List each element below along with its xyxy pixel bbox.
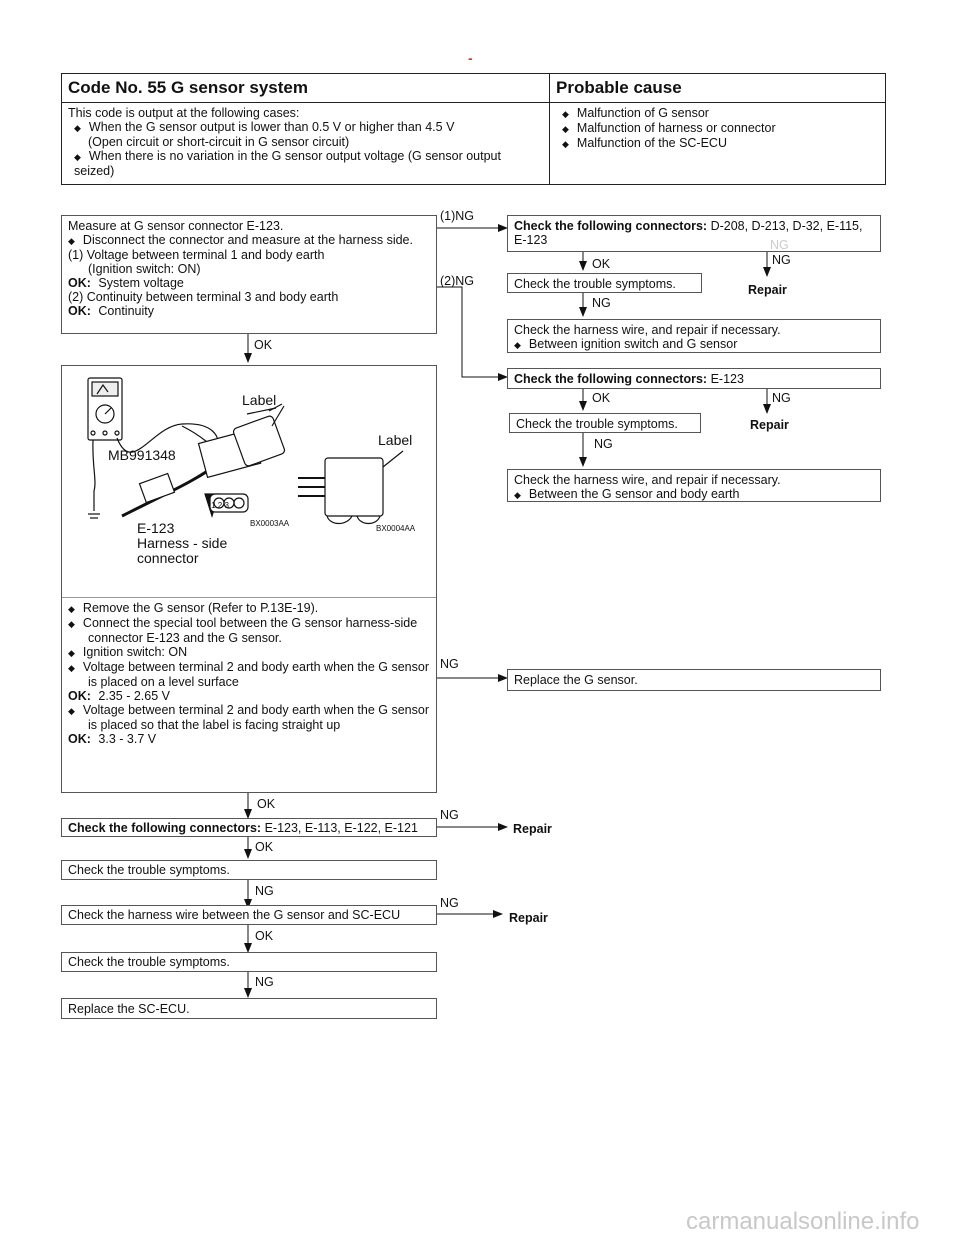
code-intro: This code is output at the following cases: <box>68 106 300 120</box>
figure-label-2: Label <box>378 432 413 448</box>
branch1-repair: Repair <box>748 283 787 297</box>
replace-ecu-box: Replace the SC-ECU. <box>61 998 437 1019</box>
lower-ok1-label: OK <box>257 797 276 811</box>
step1-ok1: OK: System voltage <box>68 276 184 290</box>
figure-code-2: BX0004AA <box>376 524 416 533</box>
branch1-connectors-box: Check the following connectors: D-208, D-213, D-32, E-115, E-123 <box>507 215 881 252</box>
lower-ok2-label: OK <box>255 840 274 854</box>
lower-trouble-box-1: Check the trouble symptoms. <box>61 860 437 880</box>
step2-ok2: OK: 3.3 - 3.7 V <box>68 732 157 746</box>
code-item: ◆ When there is no variation in the G sensor output voltage (G sensor output seized) <box>68 149 543 178</box>
branch2-harness-box: Check the harness wire, and repair if necessary. ◆ Between the G sensor and body earth <box>507 469 881 502</box>
lower-repair-1: Repair <box>513 822 552 836</box>
step1-line: (2) Continuity between terminal 3 and body earth <box>68 290 339 304</box>
branch1-harness-box: Check the harness wire, and repair if necessary. ◆ Between ignition switch and G sensor <box>507 319 881 353</box>
step2-item: ◆ Voltage between terminal 2 and body earth when the G sensor is placed so that the label is facing straight up <box>68 703 430 732</box>
step2-instructions <box>68 601 430 746</box>
step2-ok1: OK: 2.35 - 2.65 V <box>68 689 170 703</box>
lower-connectors-box: Check the following connectors: E-123, E-113, E-122, E-121 <box>61 818 437 837</box>
step2-item: ◆ Connect the special tool between the G sensor harness-side connector E-123 and the G sensor. <box>68 616 430 645</box>
lower-ng1-label: NG <box>440 808 459 822</box>
step2-box <box>61 365 437 793</box>
cause-item: ◆ Malfunction of G sensor <box>556 106 879 121</box>
branch1-ng2-label: NG <box>592 296 611 310</box>
branch2-connectors-box: Check the following connectors: E-123 <box>507 368 881 389</box>
branch2-tag: (2)NG <box>440 274 475 288</box>
figure-tool-number: MB991348 <box>108 447 176 463</box>
figure-code-1: BX0003AA <box>250 519 290 528</box>
step1-measure-box <box>61 215 437 334</box>
step1-line: (Ignition switch: ON) <box>88 262 201 276</box>
lower-ng3-label: NG <box>440 896 459 910</box>
branch1-ng-faint: NG <box>770 238 789 252</box>
step1-line: ◆ Disconnect the connector and measure at the harness side. <box>68 233 430 248</box>
step2-ok-in-label: OK <box>254 338 273 352</box>
replace-g-sensor-box: Replace the G sensor. <box>507 669 881 691</box>
figure-label-1: Label <box>242 392 277 408</box>
lower-ng2-label: NG <box>255 884 274 898</box>
step1-line: (1) Voltage between terminal 1 and body earth <box>68 248 325 262</box>
step2-item: ◆ Ignition switch: ON <box>68 645 430 660</box>
lower-trouble-box-2: Check the trouble symptoms. <box>61 952 437 972</box>
g-sensor-figure <box>62 366 436 598</box>
branch2-repair: Repair <box>750 418 789 432</box>
lower-ng4-label: NG <box>255 975 274 989</box>
watermark: carmanualsonline.info <box>686 1208 920 1235</box>
lower-ok3-label: OK <box>255 929 274 943</box>
lower-repair-2: Repair <box>509 911 548 925</box>
cause-item: ◆ Malfunction of the SC-ECU <box>556 136 879 151</box>
branch1-trouble-box: Check the trouble symptoms. <box>507 273 702 293</box>
step2-ng-label: NG <box>440 657 459 671</box>
code-title: Code No. 55 G sensor system <box>62 74 550 103</box>
figure-connector-label: E-123 Harness - side connector <box>137 520 228 566</box>
code-item: ◆ When the G sensor output is lower than 0.5 V or higher than 4.5 V <box>68 120 543 135</box>
branch2-trouble-box: Check the trouble symptoms. <box>509 413 701 433</box>
top-mark: - <box>468 50 473 66</box>
branch1-ng-label: NG <box>772 253 791 267</box>
branch1-tag: (1)NG <box>440 209 475 223</box>
branch1-ok-label: OK <box>592 257 611 271</box>
cause-title: Probable cause <box>550 74 886 103</box>
svg-text:1 2 3: 1 2 3 <box>211 501 229 510</box>
code-item: (Open circuit or short-circuit in G sensor circuit) <box>88 135 350 149</box>
branch2-ng-label: NG <box>772 391 791 405</box>
cause-item: ◆ Malfunction of harness or connector <box>556 121 879 136</box>
step1-line: Measure at G sensor connector E-123. <box>68 219 284 233</box>
lower-harness-box: Check the harness wire between the G sensor and SC-ECU <box>61 905 437 925</box>
step1-ok2: OK: Continuity <box>68 304 154 318</box>
step2-item: ◆ Voltage between terminal 2 and body earth when the G sensor is placed on a level surface <box>68 660 430 689</box>
branch2-ng2-label: NG <box>594 437 613 451</box>
step2-item: ◆ Remove the G sensor (Refer to P.13E-19). <box>68 601 430 616</box>
branch2-ok-label: OK <box>592 391 611 405</box>
